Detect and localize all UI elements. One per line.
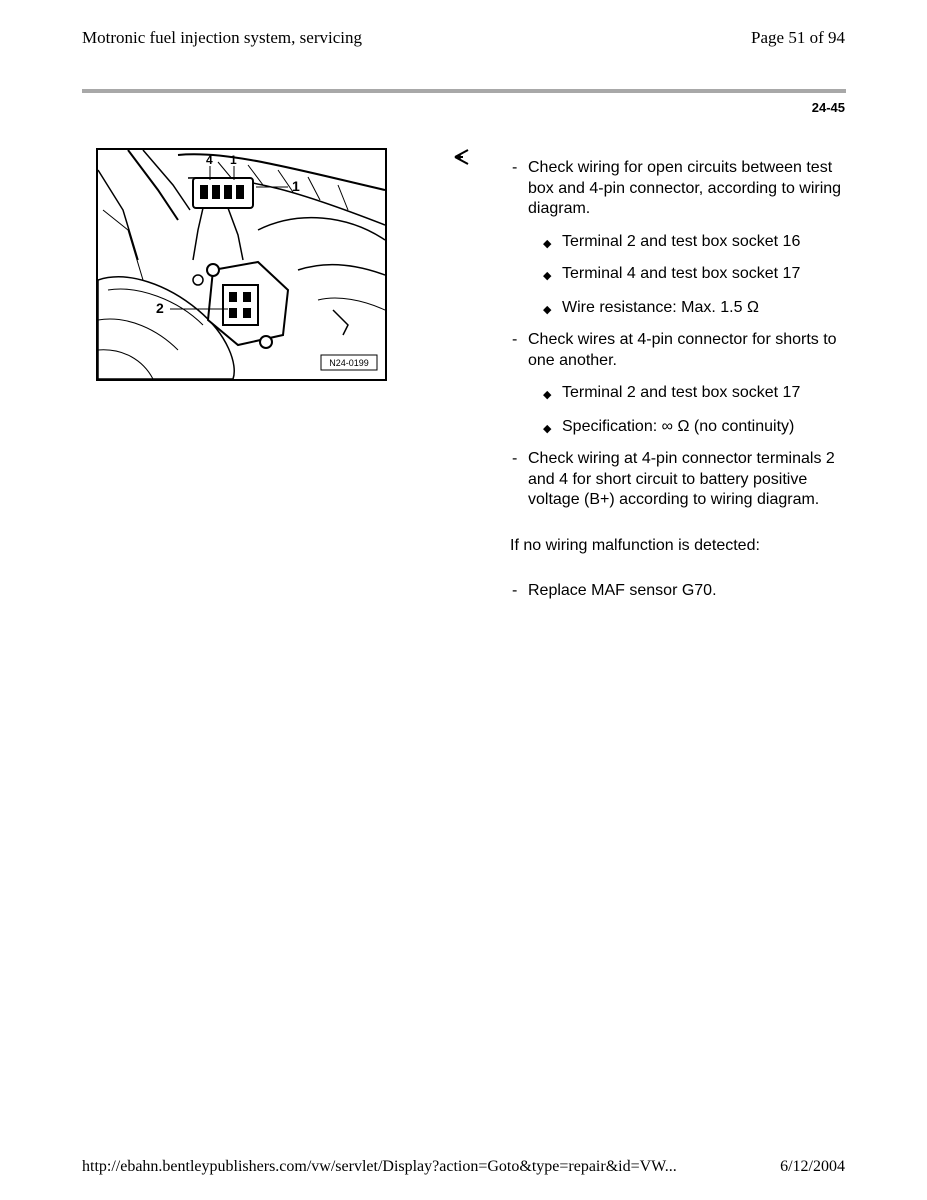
diamond-bullet-icon: ◆ bbox=[543, 270, 552, 282]
bullet-text: Terminal 4 and test box socket 17 bbox=[562, 265, 801, 282]
procedure-content bbox=[510, 158, 846, 602]
diamond-bullet-icon: ◆ bbox=[543, 422, 552, 435]
callout-1-top: 1 bbox=[230, 153, 237, 167]
bullet-item bbox=[510, 417, 846, 438]
source-url: http://ebahn.bentleypublishers.com/vw/servlet/Display?action=Goto&type=repair&id=VW... bbox=[82, 1158, 677, 1175]
step-text: Check wiring for open circuits between test box and 4-pin connector, according to wiring diagram. bbox=[528, 159, 842, 217]
diamond-bullet-icon: ◆ bbox=[543, 389, 552, 401]
arrow-pointer-icon bbox=[453, 149, 471, 165]
diamond-bullet-icon: ◆ bbox=[543, 303, 552, 316]
step-2 bbox=[510, 330, 846, 371]
step-final bbox=[510, 581, 846, 602]
step-text: Replace MAF sensor G70. bbox=[528, 582, 717, 599]
step-3 bbox=[510, 449, 846, 511]
step-1 bbox=[510, 158, 846, 220]
bullet-item bbox=[510, 383, 846, 404]
bullet-text: Wire resistance: Max. 1.5 Ω bbox=[562, 298, 759, 316]
diamond-bullet-icon: ◆ bbox=[543, 237, 552, 250]
step-dash: - bbox=[512, 582, 518, 599]
header-divider bbox=[82, 89, 846, 93]
print-date: 6/12/2004 bbox=[780, 1158, 845, 1175]
document-title: Motronic fuel injection system, servicing bbox=[82, 28, 362, 47]
step-dash: - bbox=[512, 450, 518, 467]
callout-2: 2 bbox=[156, 300, 164, 316]
callout-1: 1 bbox=[292, 178, 300, 194]
bullet-text: Specification: ∞ Ω (no continuity) bbox=[562, 417, 795, 435]
engine-bay-drawing bbox=[98, 150, 385, 379]
figure-code: N24-0199 bbox=[329, 358, 369, 368]
step-text: Check wiring at 4-pin connector terminals 2 and 4 for short circuit to battery positive voltage (B+) according to wiring diagram. bbox=[528, 450, 835, 508]
callout-4: 4 bbox=[206, 153, 213, 167]
section-number: 24-45 bbox=[811, 100, 845, 115]
connector-illustration bbox=[96, 148, 387, 381]
bullet-text: Terminal 2 and test box socket 16 bbox=[562, 232, 801, 250]
step-dash: - bbox=[512, 159, 518, 176]
step-text: Check wires at 4-pin connector for shorts to one another. bbox=[528, 331, 837, 369]
bullet-text: Terminal 2 and test box socket 17 bbox=[562, 384, 801, 401]
bullet-item bbox=[510, 298, 846, 319]
step-dash: - bbox=[512, 331, 518, 348]
bullet-item bbox=[510, 264, 846, 285]
bullet-item bbox=[510, 232, 846, 253]
page-number: Page 51 of 94 bbox=[751, 28, 845, 47]
condition-note: If no wiring malfunction is detected: bbox=[510, 536, 760, 554]
